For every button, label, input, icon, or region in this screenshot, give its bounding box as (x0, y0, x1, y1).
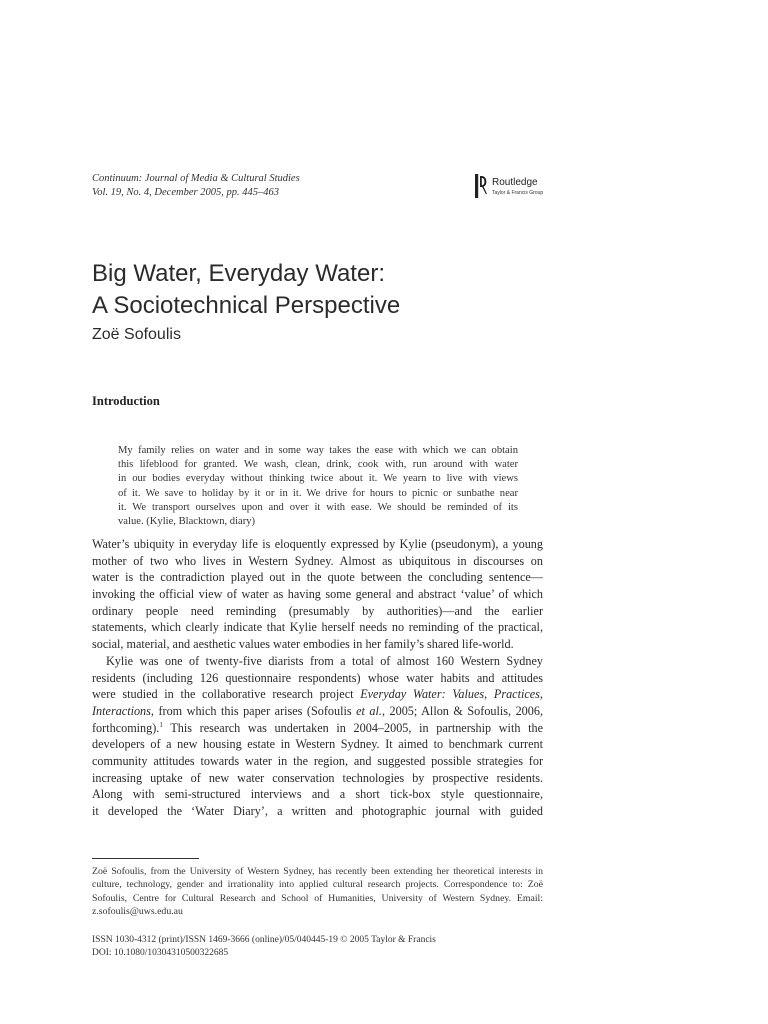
body-line: Water’s ubiquity in everyday life is eloquently expressed by Kylie (pseudonym), a young (92, 537, 543, 551)
body-text-run: were studied in the collaborative research project (92, 687, 361, 702)
body-line: residents (including 126 questionnaire respondents) whose water habits and attitudes (92, 670, 543, 685)
publisher-name: Routledge (492, 177, 538, 188)
footnote-marker[interactable]: 1 (159, 720, 163, 729)
project-title-cont: Interactions (92, 703, 151, 718)
quote-line: this lifeblood for granted. We wash, clean, drink, cook with, run around with water (118, 459, 518, 471)
project-title: Everyday Water: Values, Practices, (360, 687, 543, 702)
publisher-logo (475, 174, 550, 200)
body-text (92, 536, 543, 820)
footnote-email[interactable]: z.sofoulis@uws.edu.au (92, 905, 183, 917)
et-al: et al. (356, 703, 382, 718)
section-heading: Introduction (92, 394, 160, 408)
journal-citation (92, 172, 300, 200)
issn: ISSN 1030-4312 (print)/ISSN 1469-3666 (online)/05/040445-19 © 2005 Taylor & Francis (92, 935, 436, 945)
body-line: Along with semi-structured interviews and a short tick-box style questionnaire, (92, 787, 543, 802)
body-line: invoking the official view of water as having some general and abstract ‘value’ of which (92, 587, 543, 602)
footnote-divider (92, 858, 199, 859)
footnote-line: Sofoulis, Centre for Cultural Research and School of Humanities, University of Western Sydney. Email: (92, 892, 543, 904)
body-text-run: This research was undertaken in 2004–2005, in partnership with the (162, 720, 543, 735)
journal-name: Continuum: Journal of Media & Cultural Studies (92, 173, 300, 184)
body-line: increasing uptake of new water conservation technologies by prospective residents. (92, 770, 543, 785)
footnote (92, 865, 543, 918)
title-line-1: Big Water, Everyday Water: (92, 260, 385, 287)
body-text-run: , from which this paper arises (Sofoulis (150, 703, 357, 718)
article-author: Zoë Sofoulis (92, 326, 181, 343)
article-title (92, 258, 400, 322)
body-line: it developed the ‘Water Diary’, a written and photographic journal with guided (92, 804, 543, 818)
body-line (92, 720, 543, 737)
title-line-2: A Sociotechnical Perspective (92, 292, 401, 319)
body-line: ordinary people need reminding (presumably by authorities)—and the earlier (92, 603, 543, 618)
publication-identifiers (92, 934, 436, 960)
quote-line: value. (Kylie, Blacktown, diary) (118, 515, 256, 527)
routledge-r-logo-icon (475, 174, 487, 198)
body-line: community attitudes towards water in the region, and suggested possible strategies for (92, 753, 543, 768)
quote-line: it. We transport ourselves upon and over it with ease. We should be reminded of its (118, 501, 518, 513)
journal-volume: Vol. 19, No. 4, December 2005, pp. 445–463 (92, 187, 279, 198)
body-line: water is the contradiction played out in the quote between the concluding sentence— (92, 570, 543, 585)
body-line: Kylie was one of twenty-five diarists from a total of almost 160 Western Sydney (106, 653, 543, 668)
body-line (92, 703, 543, 720)
body-line: social, material, and aesthetic values water embodies in her family’s shared life-world. (92, 637, 514, 652)
footnote-line: Zoë Sofoulis, from the University of Western Sydney, has recently been extending her theoretical interests in (92, 866, 543, 877)
body-line: mother of two who lives in Western Sydney. Almost as ubiquitous in discourses on (92, 553, 543, 568)
block-quote (118, 444, 518, 529)
doi[interactable]: DOI: 10.1080/10304310500322685 (92, 948, 229, 958)
publisher-tagline: Taylor & Francis Group (492, 190, 544, 196)
body-line: statements, which clearly indicate that Kylie herself needs no reminding of the practical, (92, 620, 543, 635)
body-text-run: forthcoming). (92, 720, 160, 735)
body-line (92, 686, 543, 703)
quote-line: My family relies on water and in some way takes the ease with which we can obtain (118, 445, 518, 456)
body-line: developers of a new housing estate in Western Sydney. It aimed to benchmark current (92, 737, 543, 752)
quote-line: in our bodies everyday without thinking twice about it. We yearn to live with views (118, 473, 518, 485)
body-text-run: , 2005; Allon & Sofoulis, 2006, (381, 703, 543, 718)
quote-line: of it. We save to holiday by it or in it. We drive for hours to picnic or sunbathe near (118, 487, 518, 499)
footnote-line: culture, technology, gender and irrationality into applied cultural research projects. Correspondence to: Zoë (92, 879, 543, 891)
